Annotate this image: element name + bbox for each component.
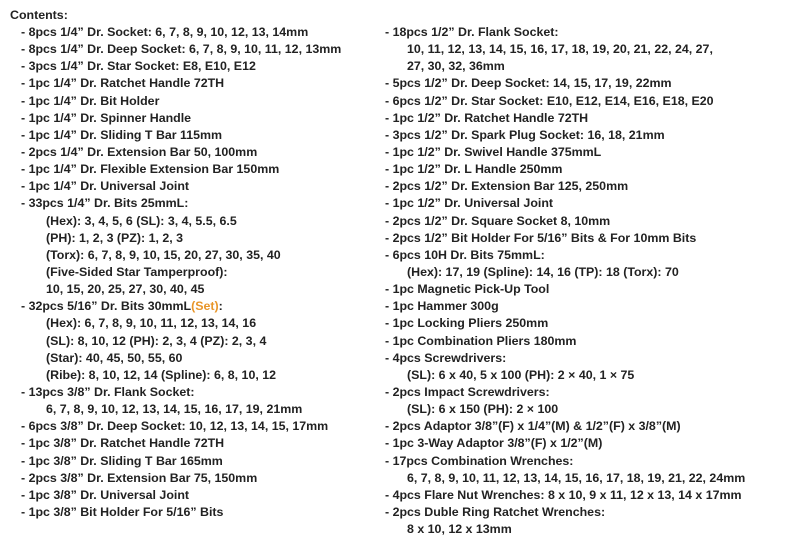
contents-item-text: - 32pcs 5/16” Dr. Bits 30mmL	[21, 299, 192, 314]
contents-list-item	[21, 418, 341, 435]
contents-item-text: 27, 30, 32, 36mm	[407, 59, 505, 74]
contents-list-item	[385, 435, 745, 452]
contents-list-item	[385, 418, 745, 435]
contents-item-text: (SL): 6 x 40, 5 x 100 (PH): 2 × 40, 1 × 75	[407, 367, 635, 382]
contents-item-text: - 8pcs 1/4” Dr. Deep Socket: 6, 7, 8, 9, 10, 11, 12, 13mm	[21, 42, 342, 57]
contents-item-text: (PH): 1, 2, 3 (PZ): 1, 2, 3	[46, 230, 184, 245]
contents-item-text: (Star): 40, 45, 50, 55, 60	[46, 350, 183, 365]
contents-item-text: - 2pcs 1/2” Dr. Square Socket 8, 10mm	[385, 213, 611, 228]
contents-item-text: (Torx): 6, 7, 8, 9, 10, 15, 20, 27, 30, 35, 40	[46, 247, 281, 262]
contents-item-text: - 13pcs 3/8” Dr. Flank Socket:	[21, 384, 195, 399]
contents-item-suffix: :	[218, 299, 223, 314]
contents-detail-line	[21, 315, 341, 332]
contents-detail-line	[21, 350, 341, 367]
contents-item-text: (Ribe): 8, 10, 12, 14 (Spline): 6, 8, 10, 12	[46, 367, 277, 382]
contents-list-item	[385, 75, 745, 92]
contents-right-column	[385, 24, 745, 538]
contents-item-text: - 5pcs 1/2” Dr. Deep Socket: 14, 15, 17, 19, 22mm	[385, 76, 672, 91]
contents-list-item	[21, 127, 341, 144]
contents-detail-line	[21, 367, 341, 384]
contents-item-text: - 6pcs 3/8” Dr. Deep Socket: 10, 12, 13, 14, 15, 17mm	[21, 419, 329, 434]
contents-item-text: - 6pcs 10H Dr. Bits 75mmL:	[385, 247, 545, 262]
contents-item-text: - 1pc 3/8” Bit Holder For 5/16” Bits	[21, 504, 224, 519]
contents-item-text: - 8pcs 1/4” Dr. Socket: 6, 7, 8, 9, 10, 12, 13, 14mm	[21, 25, 309, 39]
contents-item-text: - 2pcs 1/4” Dr. Extension Bar 50, 100mm	[21, 144, 258, 159]
contents-item-text: - 1pc 3/8” Dr. Universal Joint	[21, 487, 190, 502]
contents-item-text: (Hex): 3, 4, 5, 6 (SL): 3, 4, 5.5, 6.5	[46, 213, 237, 228]
contents-list-item	[385, 487, 745, 504]
contents-detail-line	[385, 470, 745, 487]
contents-list-item	[21, 93, 341, 110]
contents-detail-line	[21, 281, 341, 298]
contents-item-text: - 2pcs Adaptor 3/8”(F) x 1/4”(M) & 1/2”(F) x 3/8”(M)	[385, 419, 681, 434]
contents-item-text: - 6pcs 1/2” Dr. Star Socket: E10, E12, E14, E16, E18, E20	[385, 93, 714, 108]
contents-item-text: - 1pc Magnetic Pick-Up Tool	[385, 282, 550, 297]
contents-detail-line	[385, 41, 745, 58]
contents-item-text: - 2pcs 1/2” Dr. Extension Bar 125, 250mm	[385, 179, 629, 194]
contents-item-text: - 33pcs 1/4” Dr. Bits 25mmL:	[21, 196, 189, 211]
contents-item-text: - 1pc 1/4” Dr. Bit Holder	[21, 93, 160, 108]
contents-list-item	[21, 161, 341, 178]
contents-list-item	[21, 24, 341, 41]
contents-item-text: 6, 7, 8, 9, 10, 12, 13, 14, 15, 16, 17, 19, 21mm	[46, 402, 303, 417]
contents-list-item	[385, 110, 745, 127]
contents-item-text: - 4pcs Flare Nut Wrenches: 8 x 10, 9 x 11, 12 x 13, 14 x 17mm	[385, 487, 742, 502]
contents-list-item	[385, 161, 745, 178]
contents-detail-line	[21, 247, 341, 264]
contents-item-text: - 1pc 1/2” Dr. L Handle 250mm	[385, 162, 563, 177]
contents-list-item	[385, 144, 745, 161]
contents-left-column	[21, 24, 341, 521]
contents-list-item	[385, 315, 745, 332]
contents-item-text: (SL): 6 x 150 (PH): 2 × 100	[407, 402, 559, 417]
contents-detail-line	[385, 401, 745, 418]
contents-item-text: - 1pc 1/2” Dr. Swivel Handle 375mmL	[385, 144, 602, 159]
set-highlight-label: (Set)	[191, 299, 219, 314]
contents-list-item	[385, 350, 745, 367]
contents-list-item	[385, 333, 745, 350]
contents-item-text: - 1pc Locking Pliers 250mm	[385, 316, 549, 331]
contents-item-text: - 17pcs Combination Wrenches:	[385, 453, 574, 468]
contents-item-text: - 3pcs 1/2” Dr. Spark Plug Socket: 16, 18, 21mm	[385, 127, 665, 142]
contents-list-item	[21, 110, 341, 127]
contents-list-item	[385, 24, 745, 41]
contents-detail-line	[385, 367, 745, 384]
contents-list-item	[385, 453, 745, 470]
contents-list-item	[385, 93, 745, 110]
contents-item-text: - 1pc 1/4” Dr. Ratchet Handle 72TH	[21, 76, 225, 91]
contents-item-text: - 2pcs 3/8” Dr. Extension Bar 75, 150mm	[21, 470, 258, 485]
contents-title: Contents:	[10, 8, 68, 22]
contents-list-item	[21, 453, 341, 470]
contents-item-text: (Hex): 6, 7, 8, 9, 10, 11, 12, 13, 14, 16	[46, 316, 257, 331]
contents-list-item	[21, 75, 341, 92]
contents-item-text: 10, 15, 20, 25, 27, 30, 40, 45	[46, 282, 205, 297]
contents-list-item	[385, 504, 745, 521]
contents-list-item	[21, 144, 341, 161]
contents-list-item	[385, 281, 745, 298]
contents-list-item	[385, 384, 745, 401]
contents-list-item	[21, 178, 341, 195]
contents-list-item	[21, 435, 341, 452]
contents-list-item	[385, 230, 745, 247]
contents-detail-line	[21, 230, 341, 247]
contents-item-text: - 3pcs 1/4” Dr. Star Socket: E8, E10, E12	[21, 59, 256, 74]
contents-item-text: - 1pc 3/8” Dr. Ratchet Handle 72TH	[21, 436, 225, 451]
contents-list-item	[385, 195, 745, 212]
contents-list-item	[385, 298, 745, 315]
contents-detail-line	[21, 401, 341, 418]
contents-item-text: - 1pc Hammer 300g	[385, 299, 499, 314]
contents-item-text: 6, 7, 8, 9, 10, 11, 12, 13, 14, 15, 16, 17, 18, 19, 21, 22, 24mm	[407, 470, 746, 485]
contents-item-text: 10, 11, 12, 13, 14, 15, 16, 17, 18, 19, 20, 21, 22, 24, 27,	[407, 42, 713, 57]
contents-list-item	[21, 41, 341, 58]
contents-detail-line	[385, 58, 745, 75]
contents-list-item	[385, 178, 745, 195]
contents-item-text: - 2pcs 1/2” Bit Holder For 5/16” Bits & For 10mm Bits	[385, 230, 697, 245]
contents-list-item	[21, 384, 341, 401]
contents-list-item	[21, 470, 341, 487]
contents-item-text: - 1pc 1/4” Dr. Sliding T Bar 115mm	[21, 127, 223, 142]
contents-item-text: - 1pc 1/2” Dr. Universal Joint	[385, 196, 554, 211]
contents-item-text: - 1pc 1/4” Dr. Universal Joint	[21, 179, 190, 194]
contents-item-text: 8 x 10, 12 x 13mm	[407, 522, 512, 537]
contents-detail-line	[385, 264, 745, 281]
contents-list-item	[21, 504, 341, 521]
contents-detail-line	[385, 521, 745, 538]
contents-item-text: - 4pcs Screwdrivers:	[385, 350, 507, 365]
contents-item-text: - 1pc 1/4” Dr. Flexible Extension Bar 150mm	[21, 162, 280, 177]
contents-list-item	[385, 127, 745, 144]
contents-item-text: - 1pc 3/8” Dr. Sliding T Bar 165mm	[21, 453, 223, 468]
contents-item-text: - 2pcs Duble Ring Ratchet Wrenches:	[385, 504, 606, 519]
contents-item-text: - 1pc 1/4” Dr. Spinner Handle	[21, 110, 192, 125]
contents-item-text: - 2pcs Impact Screwdrivers:	[385, 384, 550, 399]
contents-item-text: (SL): 8, 10, 12 (PH): 2, 3, 4 (PZ): 2, 3, 4	[46, 333, 267, 348]
contents-item-text: - 1pc 3-Way Adaptor 3/8”(F) x 1/2”(M)	[385, 436, 603, 451]
contents-list-item	[21, 298, 341, 315]
contents-list-item	[21, 487, 341, 504]
contents-list-item	[21, 195, 341, 212]
contents-list-item	[385, 213, 745, 230]
contents-item-text: (Five-Sided Star Tamperproof):	[46, 264, 228, 279]
contents-item-text: (Hex): 17, 19 (Spline): 14, 16 (TP): 18 (Torx): 70	[407, 264, 679, 279]
contents-item-text: - 1pc Combination Pliers 180mm	[385, 333, 577, 348]
contents-detail-line	[21, 333, 341, 350]
contents-list-item	[21, 58, 341, 75]
contents-detail-line	[21, 264, 341, 281]
contents-detail-line	[21, 213, 341, 230]
contents-list-item	[385, 247, 745, 264]
contents-item-text: - 18pcs 1/2” Dr. Flank Socket:	[385, 25, 559, 39]
contents-item-text: - 1pc 1/2” Dr. Ratchet Handle 72TH	[385, 110, 589, 125]
